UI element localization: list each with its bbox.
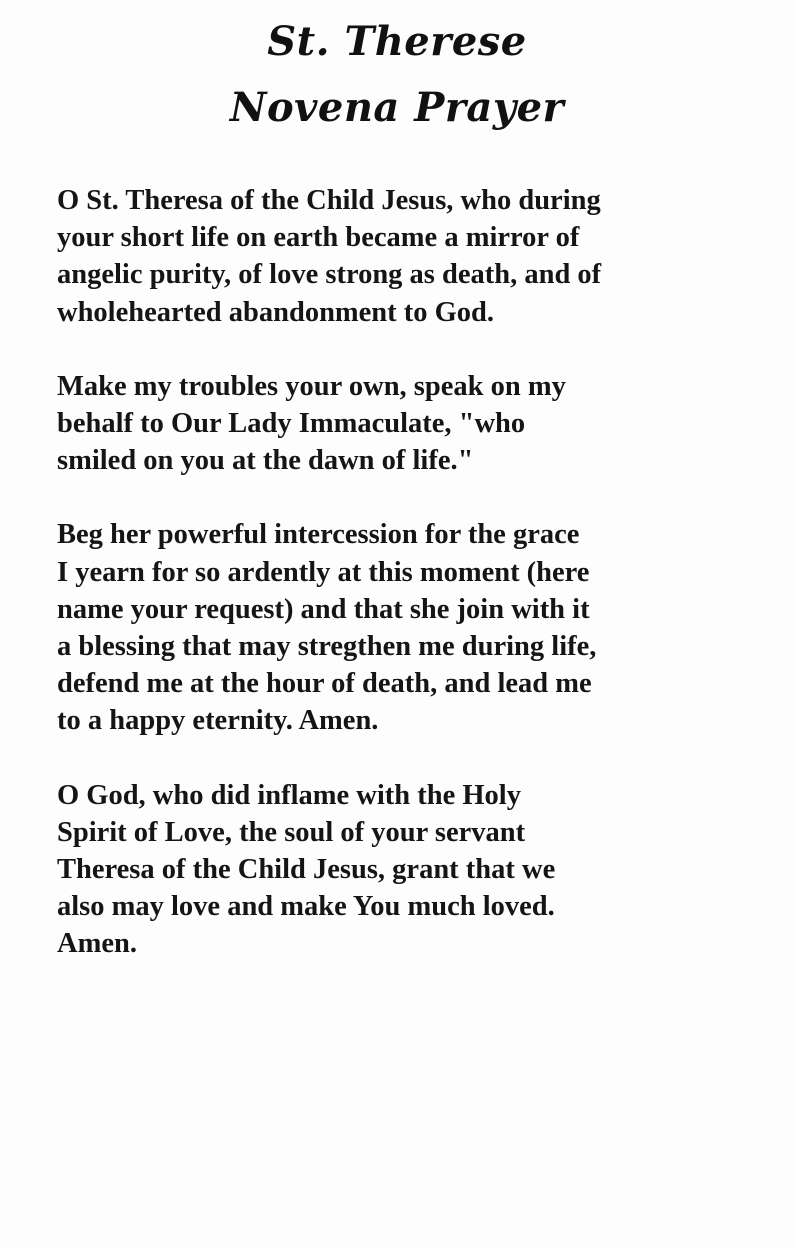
prayer-paragraph-4 bbox=[57, 777, 757, 963]
prayer-line: Spirit of Love, the soul of your servant bbox=[57, 816, 526, 848]
prayer-line: wholehearted abandonment to God. bbox=[57, 296, 495, 328]
prayer-line: Theresa of the Child Jesus, grant that we bbox=[57, 854, 556, 886]
page-title-line-1: St. Therese bbox=[267, 18, 527, 65]
prayer-line: a blessing that may stregthen me during life, bbox=[57, 631, 597, 663]
prayer-line: your short life on earth became a mirror of bbox=[57, 222, 580, 254]
prayer-line: Beg her powerful intercession for the grace bbox=[57, 519, 580, 551]
prayer-paragraph-3 bbox=[57, 516, 757, 739]
prayer-line: I yearn for so ardently at this moment (here bbox=[57, 556, 590, 588]
prayer-line: Amen. bbox=[57, 928, 137, 960]
prayer-line: smiled on you at the dawn of life." bbox=[57, 445, 474, 477]
prayer-paragraph-1 bbox=[57, 182, 757, 331]
prayer-line: to a happy eternity. Amen. bbox=[57, 705, 379, 737]
prayer-line: behalf to Our Lady Immaculate, "who bbox=[57, 408, 526, 440]
page-title-line-2: Novena Prayer bbox=[229, 84, 565, 131]
prayer-line: O God, who did inflame with the Holy bbox=[57, 779, 521, 811]
prayer-body bbox=[57, 182, 757, 1000]
prayer-paragraph-2 bbox=[57, 368, 757, 480]
prayer-line: defend me at the hour of death, and lead me bbox=[57, 668, 592, 700]
prayer-line: O St. Theresa of the Child Jesus, who during bbox=[57, 185, 601, 216]
prayer-line: also may love and make You much loved. bbox=[57, 891, 555, 923]
prayer-line: angelic purity, of love strong as death, and of bbox=[57, 259, 602, 291]
prayer-line: name your request) and that she join with it bbox=[57, 593, 590, 625]
prayer-line: Make my troubles your own, speak on my bbox=[57, 370, 566, 402]
